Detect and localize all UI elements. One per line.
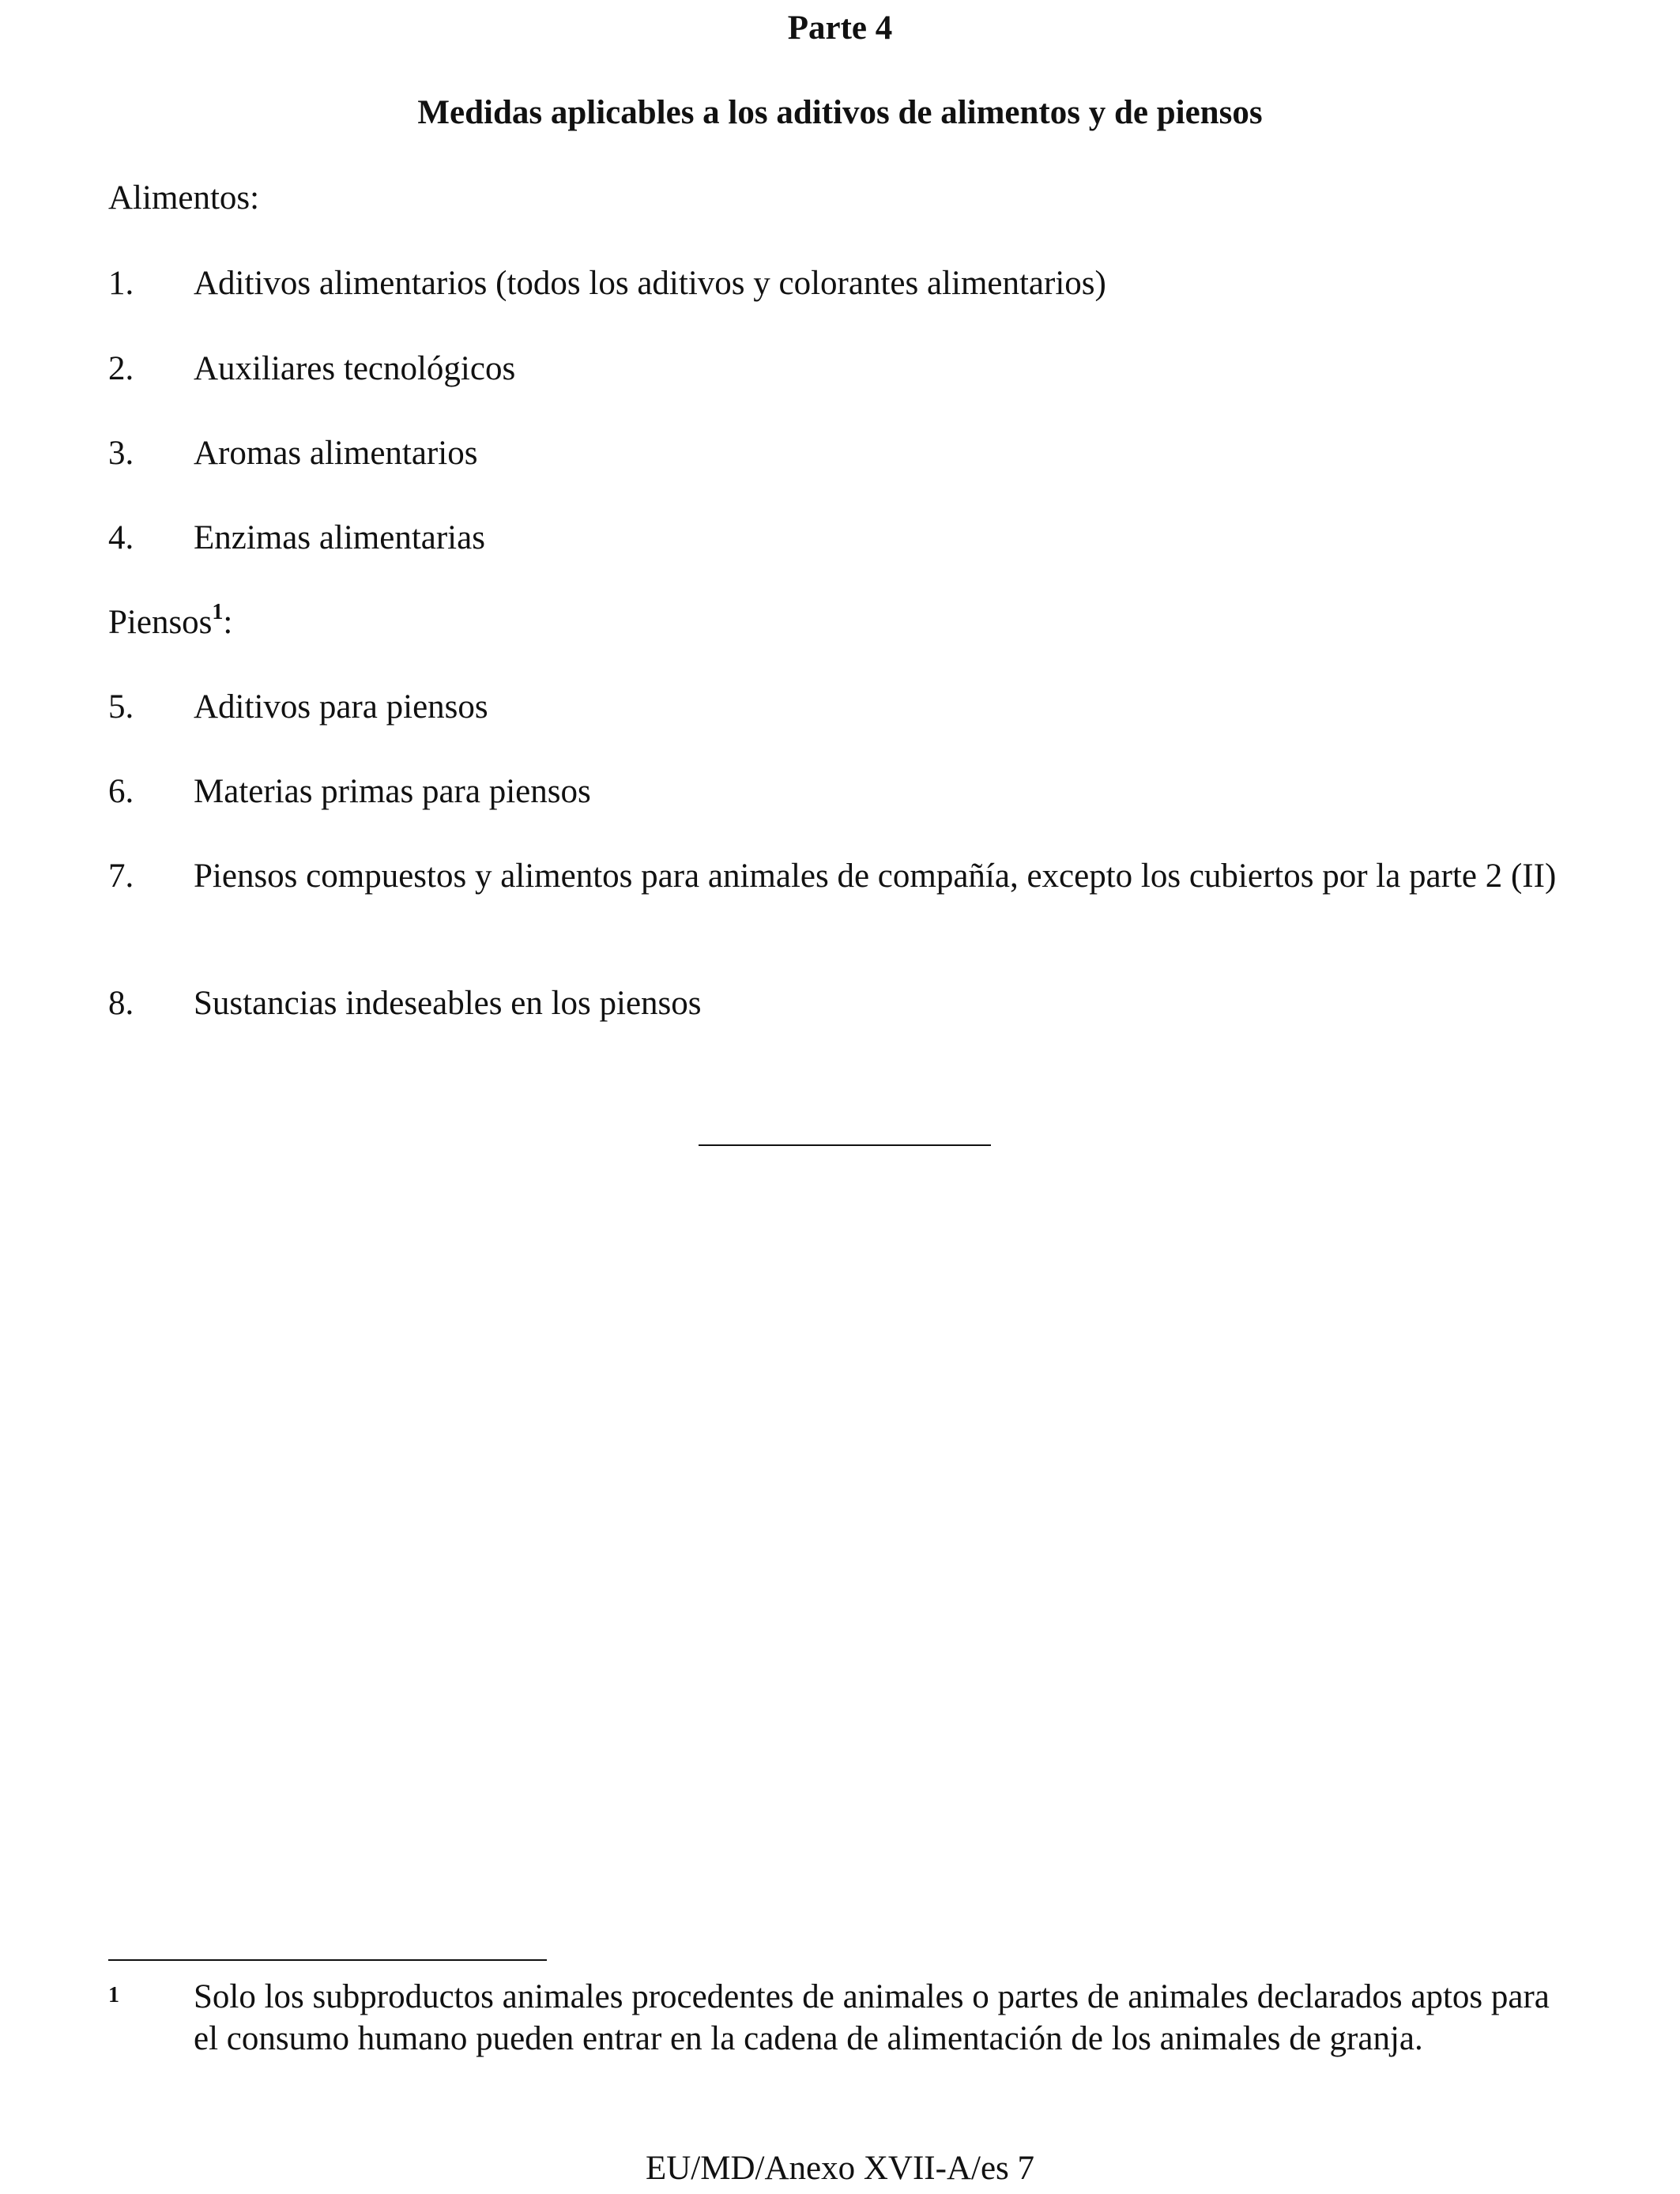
section-label-suffix: : [223, 604, 233, 641]
list-item-number: 2. [108, 350, 134, 387]
footnote-mark: 1 [108, 1983, 119, 2007]
section-label-alimentos: Alimentos: [108, 179, 260, 217]
list-item-text: Auxiliares tecnológicos [194, 350, 516, 387]
list-item [108, 349, 1578, 390]
list-item [108, 263, 1578, 304]
list-item-text: Enzimas alimentarias [194, 519, 485, 556]
list-item-text: Aromas alimentarios [194, 435, 478, 472]
list-item-text: Piensos compuestos y alimentos para animales de compañía, excepto los cubiertos por la parte 2 (II) [194, 858, 1557, 895]
list-item-text: Materias primas para piensos [194, 773, 591, 810]
section-label-piensos [108, 602, 232, 643]
section-label-text: Piensos [108, 604, 213, 641]
list-item [108, 771, 1578, 812]
list-item-number: 3. [108, 435, 134, 472]
list-item [108, 687, 1578, 728]
footnote-reference[interactable]: 1 [212, 600, 224, 624]
list-item-number: 8. [108, 985, 134, 1022]
list-item-text: Aditivos para piensos [194, 688, 488, 726]
list-item-number: 4. [108, 519, 134, 556]
list-item-text: Sustancias indeseables en los piensos [194, 985, 702, 1022]
part-title: Parte 4 [787, 9, 893, 47]
list-item [108, 433, 1578, 474]
list-item [108, 856, 1578, 897]
footnote-text: Solo los subproductos animales procedentes de animales o partes de animales declarados aptos para el consumo humano pueden entrar en la cadena de alimentación de los animales de granja. [194, 1978, 1550, 2057]
list-item [108, 518, 1578, 559]
footnote-separator [108, 1959, 547, 1961]
list-item [108, 983, 1578, 1024]
page-footer: EU/MD/Anexo XVII-A/es 7 [645, 2150, 1035, 2187]
list-item-number: 6. [108, 773, 134, 810]
list-item-number: 5. [108, 688, 134, 726]
end-of-section-rule [699, 1144, 991, 1146]
footnote [108, 1976, 1578, 2060]
list-item-number: 1. [108, 265, 134, 302]
list-item-text: Aditivos alimentarios (todos los aditivos y colorantes alimentarios) [194, 265, 1106, 302]
document-title: Medidas aplicables a los aditivos de alimentos y de piensos [417, 94, 1263, 131]
list-item-number: 7. [108, 858, 134, 895]
